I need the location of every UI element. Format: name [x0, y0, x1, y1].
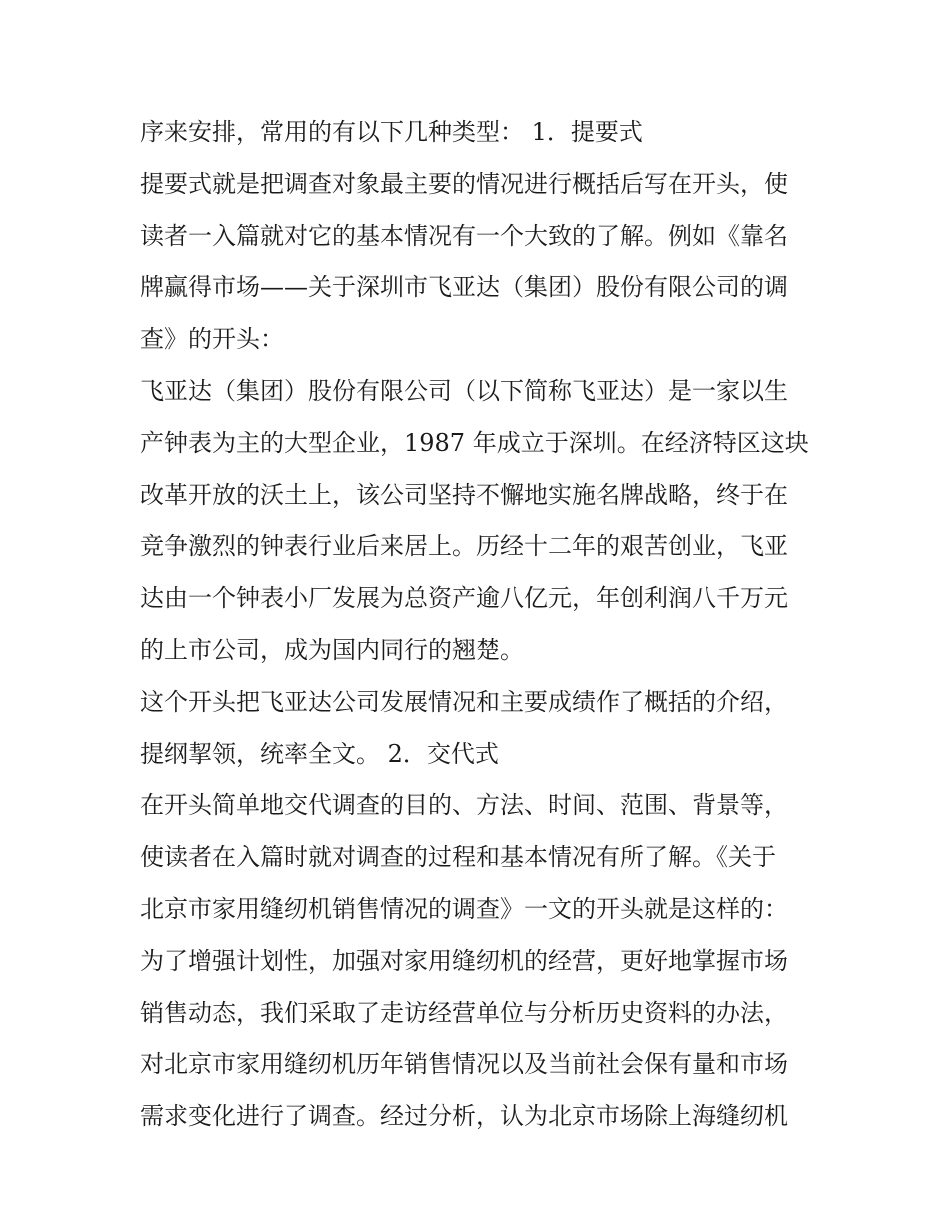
text-line: 北京市家用缝纫机销售情况的调查》一文的开头就是这样的： [140, 894, 788, 923]
text-line: 读者一入篇就对它的基本情况有一个大致的了解。例如《靠名 [140, 221, 788, 250]
text-line: 这个开头把飞亚达公司发展情况和主要成绩作了概括的介绍， [140, 687, 788, 716]
text-line: 对北京市家用缝纫机历年销售情况以及当前社会保有量和市场 [140, 1050, 788, 1079]
text-line: 改革开放的沃土上，该公司坚持不懈地实施名牌战略，终于在 [140, 480, 788, 509]
text-line: 序来安排，常用的有以下几种类型： 1．提要式 [140, 118, 643, 146]
body-text [140, 107, 815, 1143]
text-line: 使读者在入篇时就对调查的过程和基本情况有所了解。《关于 [140, 843, 776, 872]
text-line: 牌赢得市场——关于深圳市飞亚达（集团）股份有限公司的调 [140, 273, 788, 302]
text-line: 需求变化进行了调查。经过分析，认为北京市场除上海缝纫机 [140, 1102, 788, 1131]
text-line: 飞亚达（集团）股份有限公司（以下简称飞亚达）是一家以生 [140, 376, 788, 405]
text-line: 达由一个钟表小厂发展为总资产逾八亿元，年创利润八千万元 [140, 584, 788, 613]
text-line: 提纲挈领，统率全文。 2．交代式 [140, 739, 499, 768]
text-line: 提要式就是把调查对象最主要的情况进行概括后写在开头，使 [140, 169, 788, 198]
text-line: 竞争激烈的钟表行业后来居上。历经十二年的艰苦创业，飞亚 [140, 532, 788, 561]
text-line: 为了增强计划性，加强对家用缝纫机的经营，更好地掌握市场 [140, 946, 788, 975]
text-line: 销售动态，我们采取了走访经营单位与分析历史资料的办法， [140, 998, 788, 1027]
text-line: 查》的开头： [140, 325, 284, 354]
text-line: 产钟表为主的大型企业，1987 年成立于深圳。在经济特区这块 [140, 428, 809, 457]
text-line: 在开头简单地交代调查的目的、方法、时间、范围、背景等， [140, 791, 788, 820]
text-line: 的上市公司，成为国内同行的翘楚。 [140, 635, 524, 664]
